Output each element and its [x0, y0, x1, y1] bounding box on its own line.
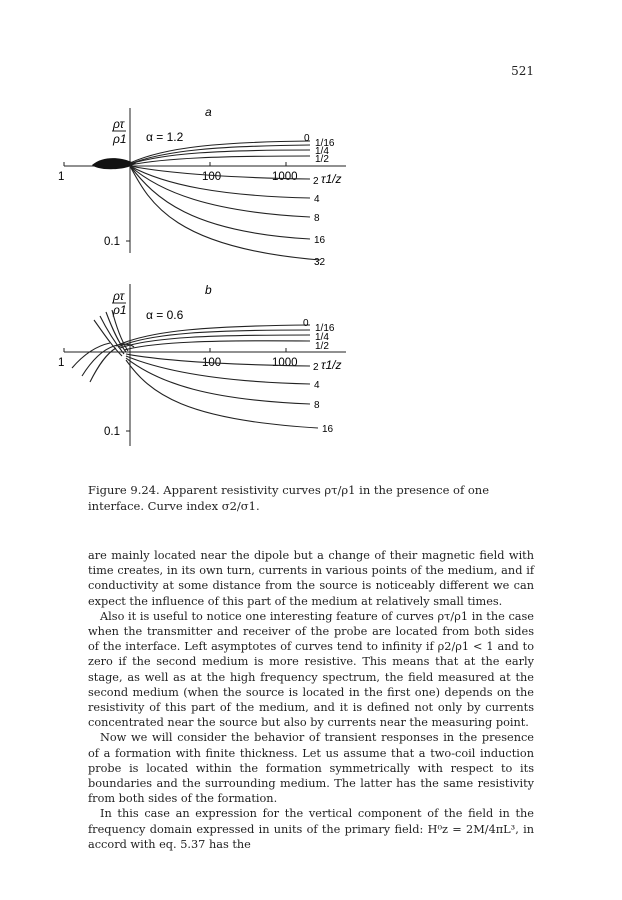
panel-a-ylabel-numerator: ρτ	[113, 117, 125, 131]
panel-a-curve-label-8: 8	[314, 213, 320, 224]
panel-b-curve-label-1-16: 1/16	[315, 323, 335, 334]
paragraph-1: are mainly located near the dipole but a change of their magnetic field with time creates, in its own turn, currents in various points of the medium, and if conductivity at some distance from the source is noticeably different we can expect the influence of this part of the medium at relatively small times.	[88, 549, 534, 608]
panel-a-curve-label-2: 2	[313, 176, 319, 187]
panel-a	[58, 105, 346, 268]
panel-b-curve-16	[126, 360, 318, 428]
panel-a-y-tick-label-1: 1	[58, 171, 65, 183]
panel-b-y-tick-label-1: 1	[58, 357, 65, 369]
panel-b-x-tick-label-100: 100	[202, 357, 222, 369]
panel-a-curve-label-32: 32	[314, 257, 326, 268]
panel-b-curve-label-2: 2	[313, 362, 319, 373]
panel-a-ylabel-denominator: ρ1	[113, 132, 127, 146]
body-text	[88, 548, 534, 852]
page-number: 521	[511, 64, 534, 78]
panel-b-curve-1-16	[118, 330, 310, 347]
panel-a-x-tick-label-100: 100	[202, 171, 222, 183]
panel-a-x-axis-label: τ1/z	[321, 172, 342, 186]
panel-a-curve-label-0: 0	[304, 133, 310, 144]
panel-a-curve-bundle	[92, 158, 136, 169]
panel-b-curve-label-16: 16	[322, 424, 334, 435]
panel-a-curve-label-4: 4	[314, 194, 320, 205]
panel-b-y-tick-label-0-1: 0.1	[104, 426, 120, 438]
panel-a-y-tick-label-0-1: 0.1	[104, 236, 120, 248]
paragraph-4: In this case an expression for the vertical component of the field in the frequency domain expressed in units of the primary field: H⁰z = 2M/4πL³, in accord with eq. 5.37 has the	[88, 807, 534, 851]
paragraph-3: Now we will consider the behavior of transient responses in the presence of a formation with finite thickness. Let us assume that a two-coil induction probe is located within the formation symmetrically with respect to its boundaries and the surrounding medium. The latter has the same resistivity from both sides of the formation.	[88, 731, 534, 806]
panel-a-x-tick-label-1000: 1000	[272, 171, 298, 183]
panel-b-curve-label-0: 0	[303, 318, 309, 329]
panel-b-curve-label-4: 4	[314, 380, 320, 391]
panel-a-curve-label-1-16: 1/16	[315, 138, 335, 149]
panel-b-curve-label-8: 8	[314, 400, 320, 411]
panel-a-alpha: α = 1.2	[146, 130, 184, 144]
panel-b-x-tick-label-1000: 1000	[272, 357, 298, 369]
panel-a-curve-label-1-2: 1/2	[315, 154, 329, 165]
panel-b-label: b	[205, 283, 212, 297]
panel-b-branch-6	[90, 348, 116, 382]
panel-a-label: a	[205, 105, 212, 119]
panel-b-ylabel-numerator: ρτ	[113, 289, 125, 303]
panel-a-curve-label-16: 16	[314, 235, 326, 246]
panel-a-curve-label-1-4: 1/4	[315, 146, 329, 157]
panel-b-alpha: α = 0.6	[146, 308, 184, 322]
figure-caption: Figure 9.24. Apparent resistivity curves ρτ/ρ1 in the presence of one interface. Curve index σ2/σ1.	[88, 483, 490, 513]
paragraph-2: Also it is useful to notice one interesting feature of curves ρτ/ρ1 in the case when the transmitter and receiver of the probe are located from both sides of the interface. Left asymptotes of curves tend to infinity if ρ2/ρ1 < 1 and to zero if the second medium is more resistive. This means that at the early stage, as well as at the high frequency spectrum, the field measured at the second medium (when the source is located in the first one) depends on the resistivity of this part of the medium, and it is defined not only by currents concentrated near the source but also by currents near the measuring point.	[88, 609, 534, 730]
panel-b-curve-label-1-2: 1/2	[315, 341, 329, 352]
panel-b-curve-1-2	[124, 341, 310, 350]
panel-b-curve-label-1-4: 1/4	[315, 332, 329, 343]
panel-b-ylabel-denominator: ρ1	[113, 303, 127, 317]
panel-b	[58, 283, 346, 446]
panel-b-x-axis-label: τ1/z	[321, 358, 342, 372]
